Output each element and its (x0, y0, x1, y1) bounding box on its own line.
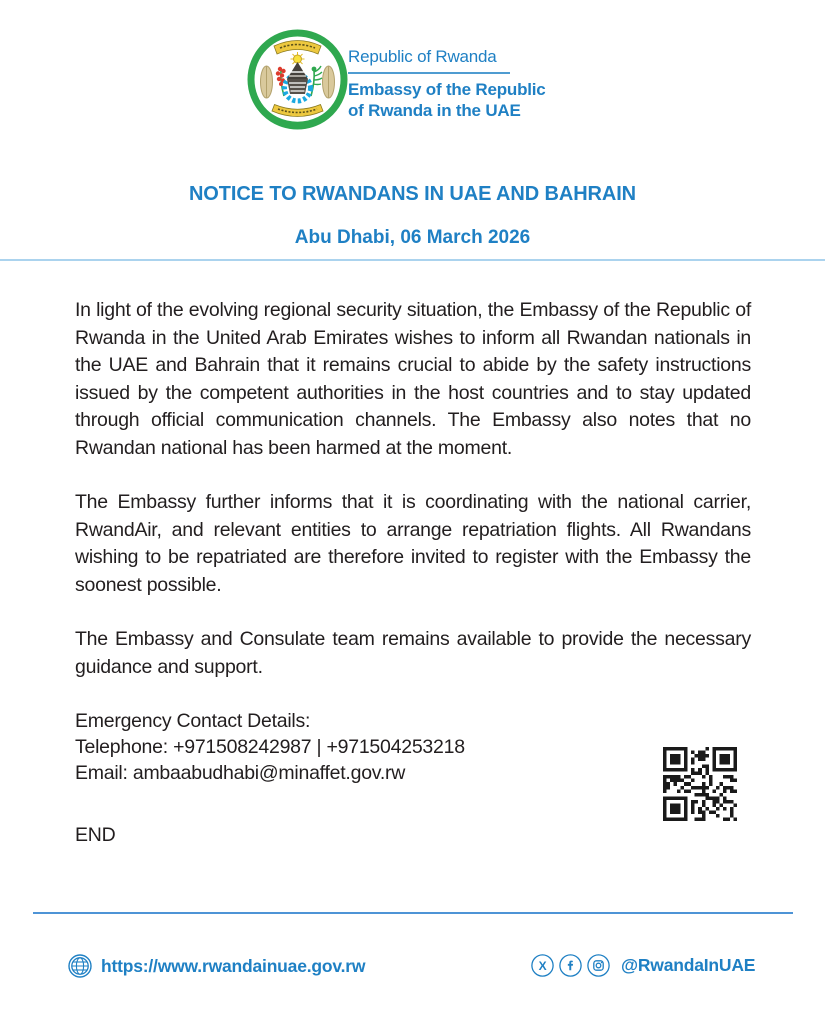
emergency-contact-block (75, 708, 751, 786)
contact-telephone: Telephone: +971508242987 | +971504253218 (75, 736, 465, 758)
footer-website[interactable] (68, 954, 365, 978)
website-url[interactable]: https://www.rwandainuae.gov.rw (101, 955, 366, 976)
header-divider (0, 259, 825, 261)
notice-title: NOTICE TO RWANDANS IN UAE AND BAHRAIN (188, 183, 637, 205)
end-label: END (75, 824, 116, 846)
contact-heading: Emergency Contact Details: (75, 710, 311, 732)
qr-code (662, 747, 738, 821)
x-icon[interactable] (531, 954, 554, 977)
country-label: Republic of Rwanda (348, 47, 510, 74)
embassy-name-line2: of Rwanda in the UAE (348, 101, 521, 120)
footer-social (531, 954, 755, 977)
social-handle[interactable]: @RwandaInUAE (621, 955, 756, 975)
paragraph-security-situation: In light of the evolving regional security situation, the Embassy of the Republic of Rwanda in the United Arab Emirates wishes to inform all Rwandan nationals in the UAE and Bahrain that it remains crucial to abide by the safety instructions issued by the competent authorities in the host countries and to stay updated through official communication channels. The Embassy also notes that no Rwandan national has been harmed at the moment. (75, 299, 751, 459)
instagram-icon[interactable] (587, 954, 610, 977)
paragraph-support: The Embassy and Consulate team remains available to provide the necessary guidance and support. (75, 628, 751, 678)
footer-divider (33, 912, 793, 914)
embassy-name-line1: Embassy of the Republic (348, 80, 546, 99)
embassy-header (348, 47, 546, 121)
paragraph-repatriation: The Embassy further informs that it is coordinating with the national carrier, RwandAir, and relevant entities to arrange repatriation flights. All Rwandans wishing to be repatriated are therefore invited to register with the Embassy the soonest possible. (75, 491, 751, 596)
rwanda-coat-of-arms-icon (247, 26, 348, 133)
notice-dateline: Abu Dhabi, 06 March 2026 (294, 227, 531, 248)
globe-icon (68, 954, 92, 978)
svg-text:X: X (538, 959, 547, 973)
notice-body (75, 297, 751, 850)
contact-email: Email: ambaabudhabi@minaffet.gov.rw (75, 762, 406, 784)
facebook-icon[interactable] (559, 954, 582, 977)
